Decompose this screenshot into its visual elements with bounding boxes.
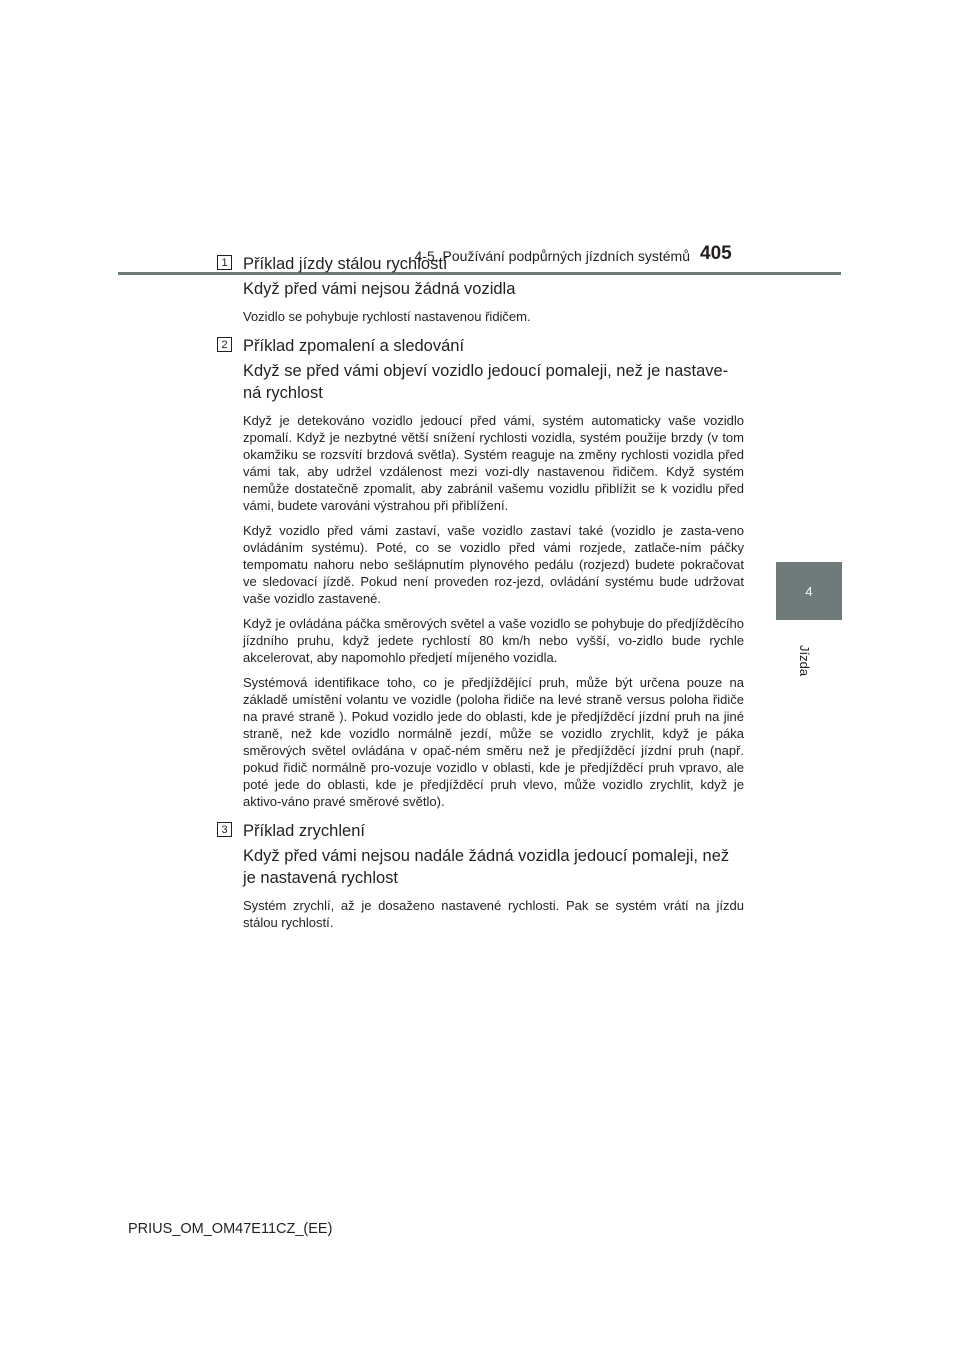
item-paragraph: Když je ovládána páčka směrových světel a vaše vozidlo se pohybuje do předjížděcího jízdního pruhu, když jedete rychlostí 80 km/h nebo vyšší, vo-zidlo bude rychle akcelerovat, aby napomohlo předjetí míjeného vozidla. — [243, 616, 744, 665]
page-number: 405 — [700, 243, 732, 264]
item-title: Příklad zrychlení — [243, 822, 365, 840]
item-paragraph: Systém zrychlí, až je dosaženo nastavené rychlosti. Pak se systém vrátí na jízdu stálou rychlostí. — [243, 898, 744, 930]
example-item-1 — [221, 253, 744, 325]
running-header-title: 4-5. Používání podpůrných jízdních systémů — [414, 248, 690, 264]
item-paragraph: Když je detekováno vozidlo jedoucí před vámi, systém automaticky vaše vozidlo zpomalí. Když je nezbytné větší snížení rychlosti vozidla, systém použije brzdy (v tom okamžiku se rozsvítí brzdová světla). Systém reaguje na změny rychlosti vozidla před vámi tak, aby udržel vzdálenost mezi vozi-dly nastavenou řidičem. Když systém nemůže dostatečně zpomalit, aby zabránil vašemu vozidlu přiblížit se k vozidlu před vámi, budete varováni výstrahou při přiblížení. — [243, 413, 744, 513]
chapter-number: 4 — [805, 583, 813, 599]
item-paragraph: Systémová identifikace toho, co je předjíždějící pruh, může být určena pouze na základě umístění volantu ve vozidle (poloha řidiče na levé straně versus poloha řidiče na pravé straně ). Pokud vozidlo jede do oblasti, kde je předjížděcí jízdní pruh na jiné straně, než kde vozidlo normálně jezdí, může se vozidlo zrychlit, když je páka směrových světel ovládána v opač-ném směru než je předjížděcí jízdní pruh (např. pokud řidič normálně pro-vozuje vozidlo v oblasti, kde je předjížděcí pruh vpravo, ale poté jede do oblasti, kde je předjížděcí pruh vlevo, může vozidlo zrychlit, když je aktivo-váno pravé směrové světlo). — [243, 675, 744, 809]
item-number-badge: 3 — [217, 822, 232, 837]
item-number-badge: 2 — [217, 337, 232, 352]
item-number-badge: 1 — [217, 255, 232, 270]
chapter-tab — [776, 562, 842, 620]
item-paragraph: Vozidlo se pohybuje rychlostí nastavenou řidičem. — [243, 309, 531, 324]
item-title: Příklad jízdy stálou rychlostí — [243, 255, 448, 273]
document-code: PRIUS_OM_OM47E11CZ_(EE) — [128, 1221, 333, 1237]
item-title: Příklad zpomalení a sledování — [243, 337, 465, 355]
chapter-label: Jízda — [797, 645, 812, 677]
example-item-3 — [221, 820, 744, 931]
item-subtitle: Když před vámi nejsou žádná vozidla — [243, 280, 516, 298]
item-subtitle: Když před vámi nejsou nadále žádná vozidla jedoucí pomaleji, než je nastavená rychlost — [243, 847, 730, 887]
page-content — [221, 253, 744, 931]
example-item-2 — [221, 335, 744, 810]
item-paragraph: Když vozidlo před vámi zastaví, vaše vozidlo zastaví také (vozidlo je zasta-veno ovládáním systému). Poté, co se vozidlo před vámi rozjede, zatlače-ním páčky tempomatu nahoru nebo sešlápnutím plynového pedálu (rozjezd) budete pokračovat ve sledovací jízdě. Pokud není proveden roz-jezd, ovládání systému bude udržovat vaše vozidlo zastavené. — [243, 523, 744, 606]
item-subtitle: Když se před vámi objeví vozidlo jedoucí pomaleji, než je nastave-ná rychlost — [243, 362, 729, 402]
